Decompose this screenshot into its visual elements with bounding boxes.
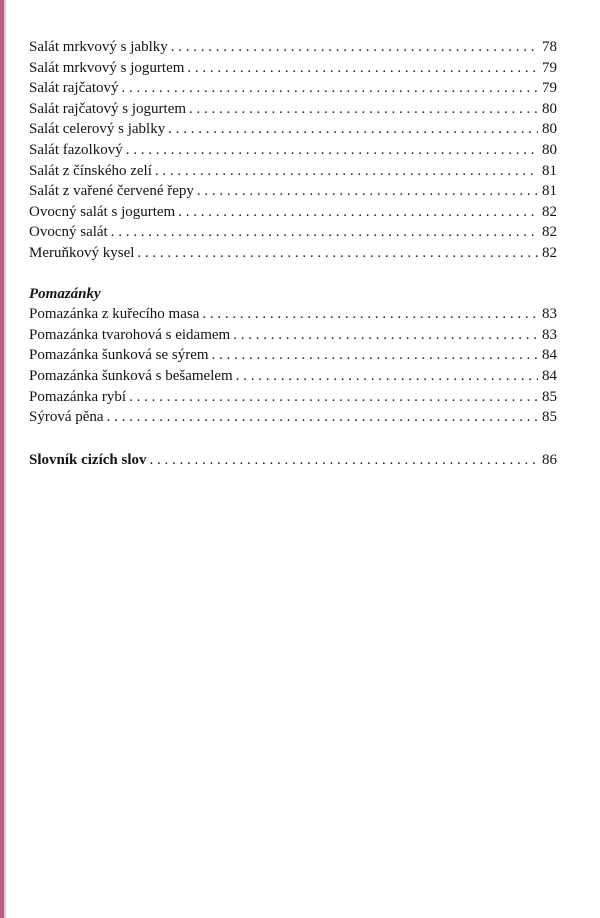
toc-entry <box>29 304 557 325</box>
dot-leader <box>150 450 538 471</box>
toc-list-salads <box>29 37 557 264</box>
dot-leader <box>171 37 538 58</box>
toc-entry-page: 78 <box>542 39 557 55</box>
toc-entry-page: 80 <box>542 100 557 117</box>
toc-entry-glossary <box>29 450 557 471</box>
dot-leader <box>236 366 538 387</box>
toc-entry <box>29 37 557 58</box>
toc-entry-title: Pomazánka tvarohová s eidamem <box>29 326 231 343</box>
dot-leader <box>197 181 538 202</box>
toc-entry-title: Ovocný salát s jogurtem <box>29 203 176 220</box>
toc-entry-page: 80 <box>542 121 557 138</box>
toc-entry <box>29 99 557 120</box>
toc-entry-page: 84 <box>542 347 557 364</box>
dot-leader <box>202 304 538 325</box>
section-heading: Pomazánky <box>29 285 101 302</box>
toc-list-spreads <box>29 304 557 428</box>
toc-entry-page: 81 <box>542 183 557 200</box>
toc-entry-page: 83 <box>542 326 557 343</box>
toc-entry-page: 84 <box>542 367 557 384</box>
toc-entry-page: 79 <box>542 59 557 76</box>
toc-entry-title: Salát mrkvový s jogurtem <box>29 59 185 76</box>
toc-entry-page: 82 <box>542 224 557 241</box>
toc-entry-title: Slovník cizích slov <box>29 451 147 468</box>
table-of-contents <box>29 37 557 470</box>
dot-leader <box>233 325 538 346</box>
dot-leader <box>122 78 538 99</box>
toc-entry-title: Meruňkový kysel <box>29 244 135 261</box>
dot-leader <box>178 202 538 223</box>
toc-entry-page: 83 <box>542 306 557 323</box>
toc-entry-title: Salát fazolkový <box>29 141 123 158</box>
toc-entry-page: 79 <box>542 80 557 97</box>
toc-entry <box>29 161 557 182</box>
toc-entry <box>29 345 557 366</box>
dot-leader <box>137 243 538 264</box>
toc-entry <box>29 58 557 79</box>
toc-entry <box>29 366 557 387</box>
toc-entry <box>29 387 557 408</box>
dot-leader <box>126 140 538 161</box>
dot-leader <box>168 119 538 140</box>
toc-entry-title: Ovocný salát <box>29 224 108 241</box>
dot-leader <box>189 99 538 120</box>
toc-entry-page: 86 <box>542 451 557 468</box>
toc-entry <box>29 119 557 140</box>
toc-entry <box>29 243 557 264</box>
toc-entry <box>29 222 557 243</box>
toc-entry-page: 85 <box>542 409 557 426</box>
toc-entry <box>29 325 557 346</box>
dot-leader <box>212 345 538 366</box>
toc-entry-title: Salát rajčatový <box>29 80 119 97</box>
toc-entry-title: Pomazánka rybí <box>29 388 127 405</box>
toc-entry <box>29 202 557 223</box>
toc-entry-title: Pomazánka šunková se sýrem <box>29 347 209 364</box>
dot-leader <box>111 222 538 243</box>
toc-entry-title: Salát rajčatový s jogurtem <box>29 100 187 117</box>
toc-entry-page: 81 <box>542 162 557 179</box>
toc-entry <box>29 78 557 99</box>
dot-leader <box>187 58 538 79</box>
toc-entry-page: 82 <box>542 203 557 220</box>
dot-leader <box>155 161 538 182</box>
toc-entry-title: Salát celerový s jablky <box>29 121 166 138</box>
toc-entry-title: Salát z vařené červené řepy <box>29 183 194 200</box>
toc-entry <box>29 140 557 161</box>
page-edge-shadow <box>4 0 6 918</box>
toc-entry-page: 82 <box>542 244 557 261</box>
toc-entry-title: Sýrová pěna <box>29 409 104 426</box>
toc-entry-title: Pomazánka šunková s bešamelem <box>29 367 233 384</box>
toc-entry-title: Pomazánka z kuřecího masa <box>29 306 200 323</box>
toc-entry <box>29 181 557 202</box>
toc-entry-title: Salát z čínského zelí <box>29 162 152 179</box>
toc-entry <box>29 407 557 428</box>
toc-entry-page: 80 <box>542 141 557 158</box>
dot-leader <box>107 407 538 428</box>
dot-leader <box>129 387 538 408</box>
spacer <box>29 428 557 450</box>
toc-entry-page: 85 <box>542 388 557 405</box>
toc-entry-title: Salát mrkvový s jablky <box>29 39 168 55</box>
